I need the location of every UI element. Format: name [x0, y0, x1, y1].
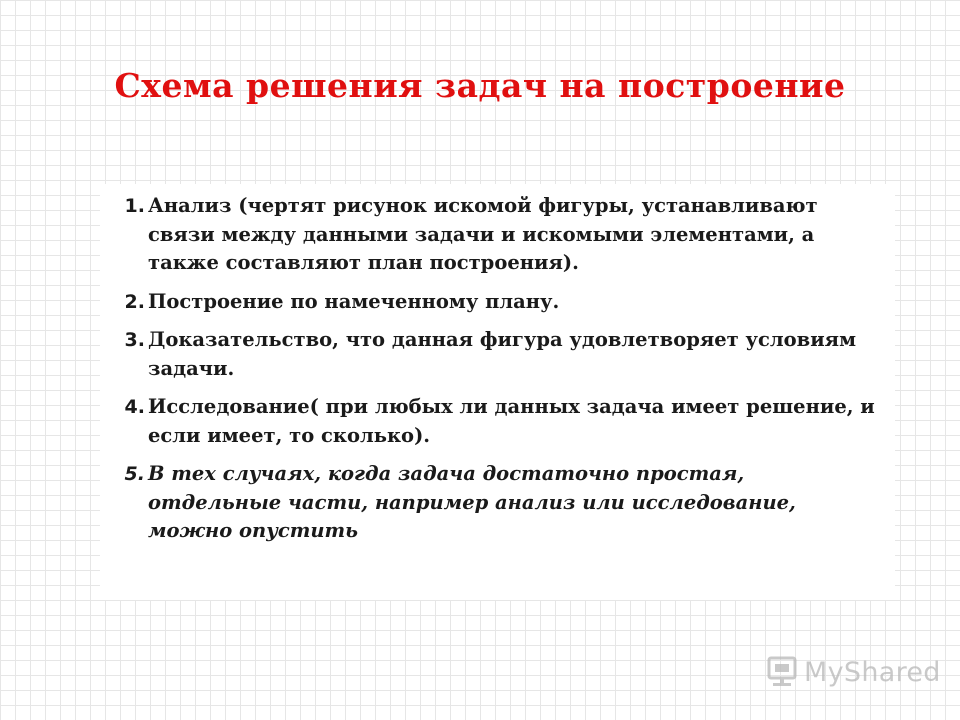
- watermark: [766, 654, 941, 690]
- step-number: 2.: [124, 290, 145, 313]
- step-item: [100, 288, 895, 317]
- step-text: Анализ (чертят рисунок искомой фигуры, устанавливают связи между данными задачи и искомыми элементами, а также составляют план построения).: [148, 194, 818, 274]
- step-number: 3.: [124, 329, 145, 351]
- slide-title: Схема решения задач на построение: [114, 66, 846, 105]
- step-item: [100, 326, 895, 383]
- content-panel: [100, 184, 895, 600]
- watermark-text: MyShared: [804, 656, 941, 688]
- step-number: 4.: [124, 396, 145, 418]
- step-item: [100, 460, 895, 546]
- myshared-logo-icon: [766, 654, 800, 690]
- step-text: Доказательство, что данная фигура удовлетворяет условиям задачи.: [148, 328, 857, 380]
- step-item: [100, 192, 895, 278]
- step-item: [100, 393, 895, 450]
- step-number: 1.: [124, 195, 145, 217]
- steps-list: [100, 184, 895, 546]
- step-text: В тех случаях, когда задача достаточно простая, отдельные части, например анализ или исследование, можно опустить: [148, 462, 796, 542]
- step-number: 5.: [124, 463, 145, 485]
- step-text: Построение по намеченному плану.: [148, 289, 560, 313]
- step-text: Исследование( при любых ли данных задача имеет решение, и если имеет, то сколько).: [148, 395, 875, 447]
